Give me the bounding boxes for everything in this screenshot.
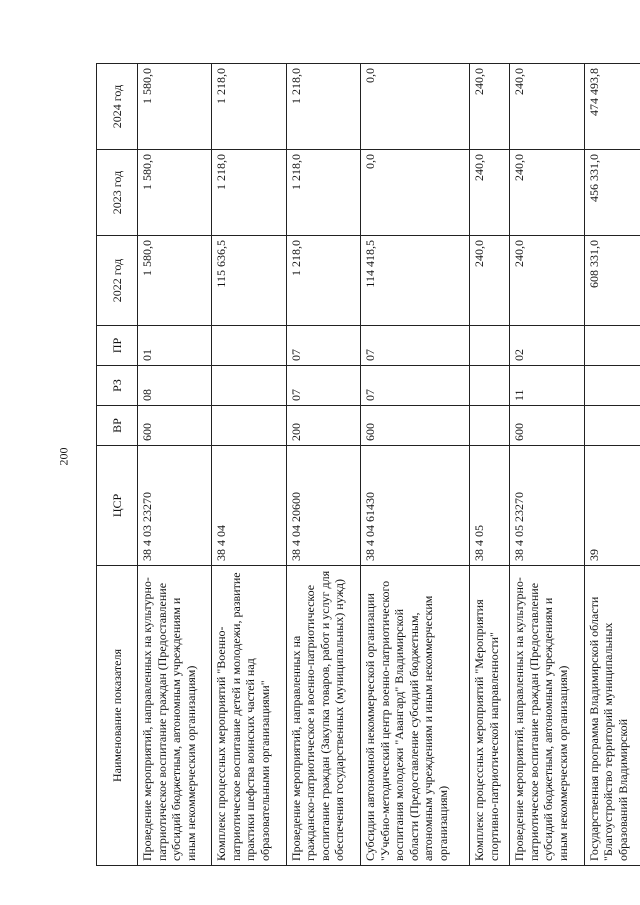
header-2023: 2023 год — [97, 150, 138, 236]
header-2022: 2022 год — [97, 236, 138, 326]
row-2024: 474 493,8 — [584, 64, 640, 150]
row-2022: 608 331,0 — [584, 236, 640, 326]
row-vr — [584, 406, 640, 446]
row-rz — [212, 366, 286, 406]
row-rz — [584, 366, 640, 406]
row-rz: 07 — [361, 366, 470, 406]
row-2023: 240,0 — [470, 150, 510, 236]
row-2022: 114 418,5 — [361, 236, 470, 326]
row-csr: 38 4 04 — [212, 446, 286, 566]
row-vr: 600 — [361, 406, 470, 446]
header-vr: ВР — [97, 406, 138, 446]
row-2022: 1 580,0 — [138, 236, 212, 326]
row-rz: 11 — [510, 366, 584, 406]
row-name: Проведение мероприятий, направленных на культурно-патриотическое воспитание граждан (Предоставление субсидий бюджетным, автономным учреждениям и иным некоммерческим организациям) — [138, 566, 212, 866]
row-2024: 0,0 — [361, 64, 470, 150]
table-row — [510, 64, 584, 866]
row-pr — [470, 326, 510, 366]
row-pr: 02 — [510, 326, 584, 366]
table-row — [584, 64, 640, 866]
row-vr — [212, 406, 286, 446]
row-2022: 240,0 — [510, 236, 584, 326]
row-2024: 240,0 — [470, 64, 510, 150]
table-row — [138, 64, 212, 866]
row-rz — [470, 366, 510, 406]
page-number: 200 — [56, 447, 71, 466]
row-pr: 07 — [286, 326, 360, 366]
table-header-row — [97, 64, 138, 866]
row-vr: 200 — [286, 406, 360, 446]
row-name: Комплекс процессных мероприятий "Мероприятия спортивно-патриотической направленности" — [470, 566, 510, 866]
row-pr: 07 — [361, 326, 470, 366]
row-csr: 38 4 05 — [470, 446, 510, 566]
header-rz: РЗ — [97, 366, 138, 406]
header-name: Наименование показателя — [97, 566, 138, 866]
row-rz: 07 — [286, 366, 360, 406]
row-2023: 240,0 — [510, 150, 584, 236]
row-2023: 1 580,0 — [138, 150, 212, 236]
row-csr: 38 4 05 23270 — [510, 446, 584, 566]
row-2024: 1 218,0 — [212, 64, 286, 150]
budget-table — [96, 63, 640, 866]
row-csr: 39 — [584, 446, 640, 566]
table-row — [212, 64, 286, 866]
table-row — [361, 64, 470, 866]
row-2022: 115 636,5 — [212, 236, 286, 326]
row-2023: 456 331,0 — [584, 150, 640, 236]
row-pr — [584, 326, 640, 366]
row-2023: 1 218,0 — [212, 150, 286, 236]
row-csr: 38 4 04 20600 — [286, 446, 360, 566]
row-2022: 1 218,0 — [286, 236, 360, 326]
table-row — [286, 64, 360, 866]
row-2022: 240,0 — [470, 236, 510, 326]
row-name: Субсидии автономной некоммерческой организации "Учебно-методический центр военно-патриотического воспитания молодежи "Авангард" Владимирской области (Предоставление субсидий бюджетным, автономным учреждениям и иным некоммерческим организациям) — [361, 566, 470, 866]
row-name: Государственная программа Владимирской области "Благоустройство территорий муниципальных образований Владимирской — [584, 566, 640, 866]
header-csr: ЦСР — [97, 446, 138, 566]
row-pr: 01 — [138, 326, 212, 366]
header-2024: 2024 год — [97, 64, 138, 150]
row-pr — [212, 326, 286, 366]
row-2023: 1 218,0 — [286, 150, 360, 236]
row-rz: 08 — [138, 366, 212, 406]
row-name: Проведение мероприятий, направленных на гражданско-патриотическое и военно-патриотическое воспитание граждан (Закупка товаров, работ и услуг для обеспечения государственных (муниципальных) нужд) — [286, 566, 360, 866]
budget-table-rotated — [96, 64, 640, 866]
row-2023: 0,0 — [361, 150, 470, 236]
header-pr: ПР — [97, 326, 138, 366]
row-vr: 600 — [138, 406, 212, 446]
row-2024: 240,0 — [510, 64, 584, 150]
row-2024: 1 218,0 — [286, 64, 360, 150]
row-2024: 1 580,0 — [138, 64, 212, 150]
row-name: Комплекс процессных мероприятий "Военно-патриотическое воспитание детей и молодежи, развитие практики шефства воинских частей над образовательными организациями" — [212, 566, 286, 866]
table-row — [470, 64, 510, 866]
row-name: Проведение мероприятий, направленных на культурно-патриотическое воспитание граждан (Предоставление субсидий бюджетным, автономным учреждениям и иным некоммерческим организациям) — [510, 566, 584, 866]
row-csr: 38 4 04 61430 — [361, 446, 470, 566]
row-vr: 600 — [510, 406, 584, 446]
row-csr: 38 4 03 23270 — [138, 446, 212, 566]
row-vr — [470, 406, 510, 446]
